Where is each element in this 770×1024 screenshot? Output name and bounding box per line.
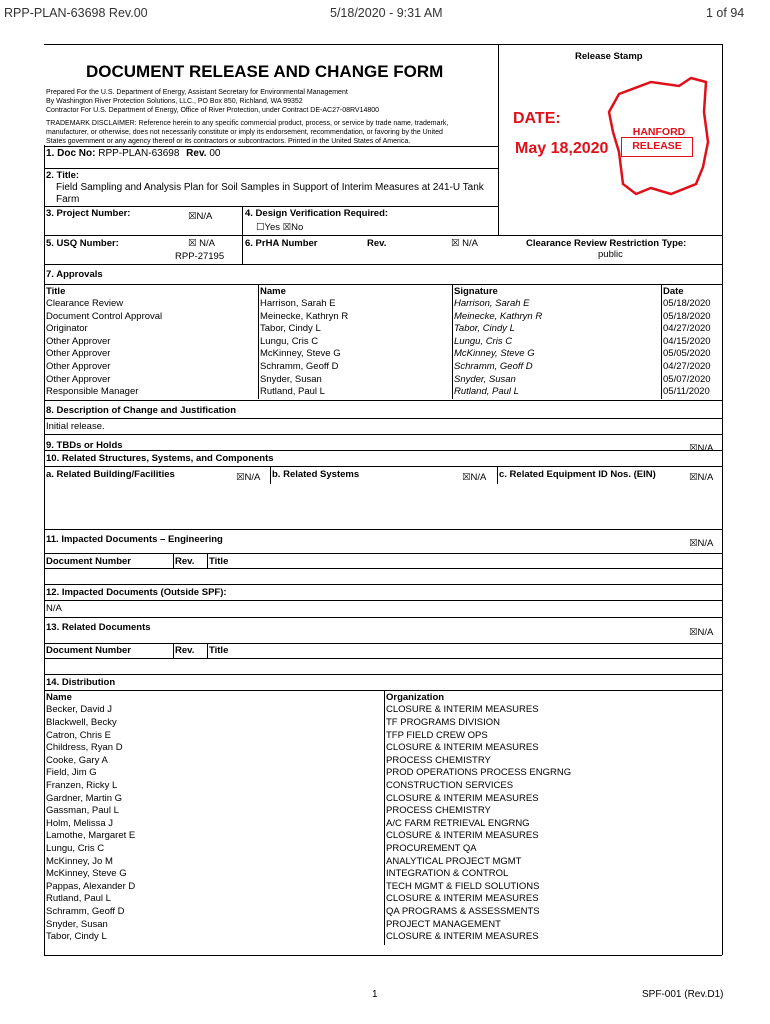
header-timestamp: 5/18/2020 - 9:31 AM bbox=[330, 6, 443, 20]
approvals-header-signature: Signature bbox=[454, 286, 498, 297]
s11-title-header: Title bbox=[209, 556, 229, 567]
stamp-seal-line1: HANFORD bbox=[632, 126, 686, 138]
usq-reference: RPP-27195 bbox=[175, 251, 225, 262]
s9-label: 9. TBDs or Holds bbox=[46, 440, 123, 451]
s8-value: Initial release. bbox=[46, 421, 105, 432]
project-number-value: ☒N/A bbox=[188, 211, 213, 222]
prha-number-label: 6. PrHA Number bbox=[245, 238, 318, 249]
distribution-section-label: 14. Distribution bbox=[46, 677, 116, 688]
clearance-restriction-value: public bbox=[598, 249, 623, 260]
title-line1: Field Sampling and Analysis Plan for Soil Samples in Support of Interim Measures at 241-U Tank bbox=[56, 182, 484, 193]
s12-value: N/A bbox=[46, 603, 62, 614]
design-verification-label: 4. Design Verification Required: bbox=[245, 208, 389, 219]
s9-value: ☒N/A bbox=[689, 443, 714, 454]
s10b-label: b. Related Systems bbox=[272, 469, 360, 480]
s10a-value: ☒N/A bbox=[236, 472, 261, 483]
s11-rev-header: Rev. bbox=[175, 556, 195, 567]
s11-label: 11. Impacted Documents – Engineering bbox=[46, 534, 223, 545]
header-page-count: 1 of 94 bbox=[706, 6, 745, 20]
s11-doc-number-header: Document Number bbox=[46, 556, 131, 567]
usq-value: ☒ N/A bbox=[188, 238, 215, 249]
s13-rev-header: Rev. bbox=[175, 645, 195, 656]
design-verification-value: ☐Yes ☒No bbox=[256, 222, 304, 233]
title-line2: Farm bbox=[56, 194, 80, 205]
header-doc-id: RPP-PLAN-63698 Rev.00 bbox=[4, 6, 148, 20]
release-stamp-label: Release Stamp bbox=[575, 51, 643, 62]
s10-label: 10. Related Structures, Systems, and Components bbox=[46, 453, 274, 464]
s13-value: ☒N/A bbox=[689, 627, 714, 638]
stamp-date-value: May 18,2020 bbox=[515, 140, 609, 157]
approvals-header-name: Name bbox=[260, 286, 286, 297]
s11-value: ☒N/A bbox=[689, 538, 714, 549]
approvals-header-title: Title bbox=[46, 286, 66, 297]
s13-doc-number-header: Document Number bbox=[46, 645, 131, 656]
s10b-value: ☒N/A bbox=[462, 472, 487, 483]
s10c-label: c. Related Equipment ID Nos. (EIN) bbox=[499, 469, 656, 480]
s12-label: 12. Impacted Documents (Outside SPF): bbox=[46, 587, 227, 598]
title-label: 2. Title: bbox=[46, 170, 80, 181]
approvals-header-date: Date bbox=[663, 286, 684, 297]
s13-title-header: Title bbox=[209, 645, 229, 656]
project-number-label: 3. Project Number: bbox=[46, 208, 131, 219]
s10c-value: ☒N/A bbox=[689, 472, 714, 483]
s10a-label: a. Related Building/Facilities bbox=[46, 469, 175, 480]
prha-rev-label: Rev. bbox=[367, 238, 387, 249]
s8-label: 8. Description of Change and Justification bbox=[46, 405, 237, 416]
approvals-section-label: 7. Approvals bbox=[46, 269, 103, 280]
distribution-header-name: Name bbox=[46, 692, 72, 703]
form-title: DOCUMENT RELEASE AND CHANGE FORM bbox=[86, 62, 444, 81]
distribution-header-org: Organization bbox=[386, 692, 445, 703]
s13-label: 13. Related Documents bbox=[46, 622, 151, 633]
clearance-restriction-label: Clearance Review Restriction Type: bbox=[526, 238, 687, 249]
usq-number-label: 5. USQ Number: bbox=[46, 238, 119, 249]
release-stamp bbox=[501, 72, 715, 202]
footer-form-id: SPF-001 (Rev.D1) bbox=[642, 989, 724, 1000]
doc-no-field: 1. Doc No: RPP-PLAN-63698 Rev. 00 bbox=[46, 148, 221, 159]
stamp-date-label: DATE: bbox=[513, 110, 561, 127]
footer-page-number: 1 bbox=[372, 989, 378, 1000]
stamp-seal-line2: RELEASE bbox=[632, 140, 682, 152]
prha-value: ☒ N/A bbox=[451, 238, 478, 249]
